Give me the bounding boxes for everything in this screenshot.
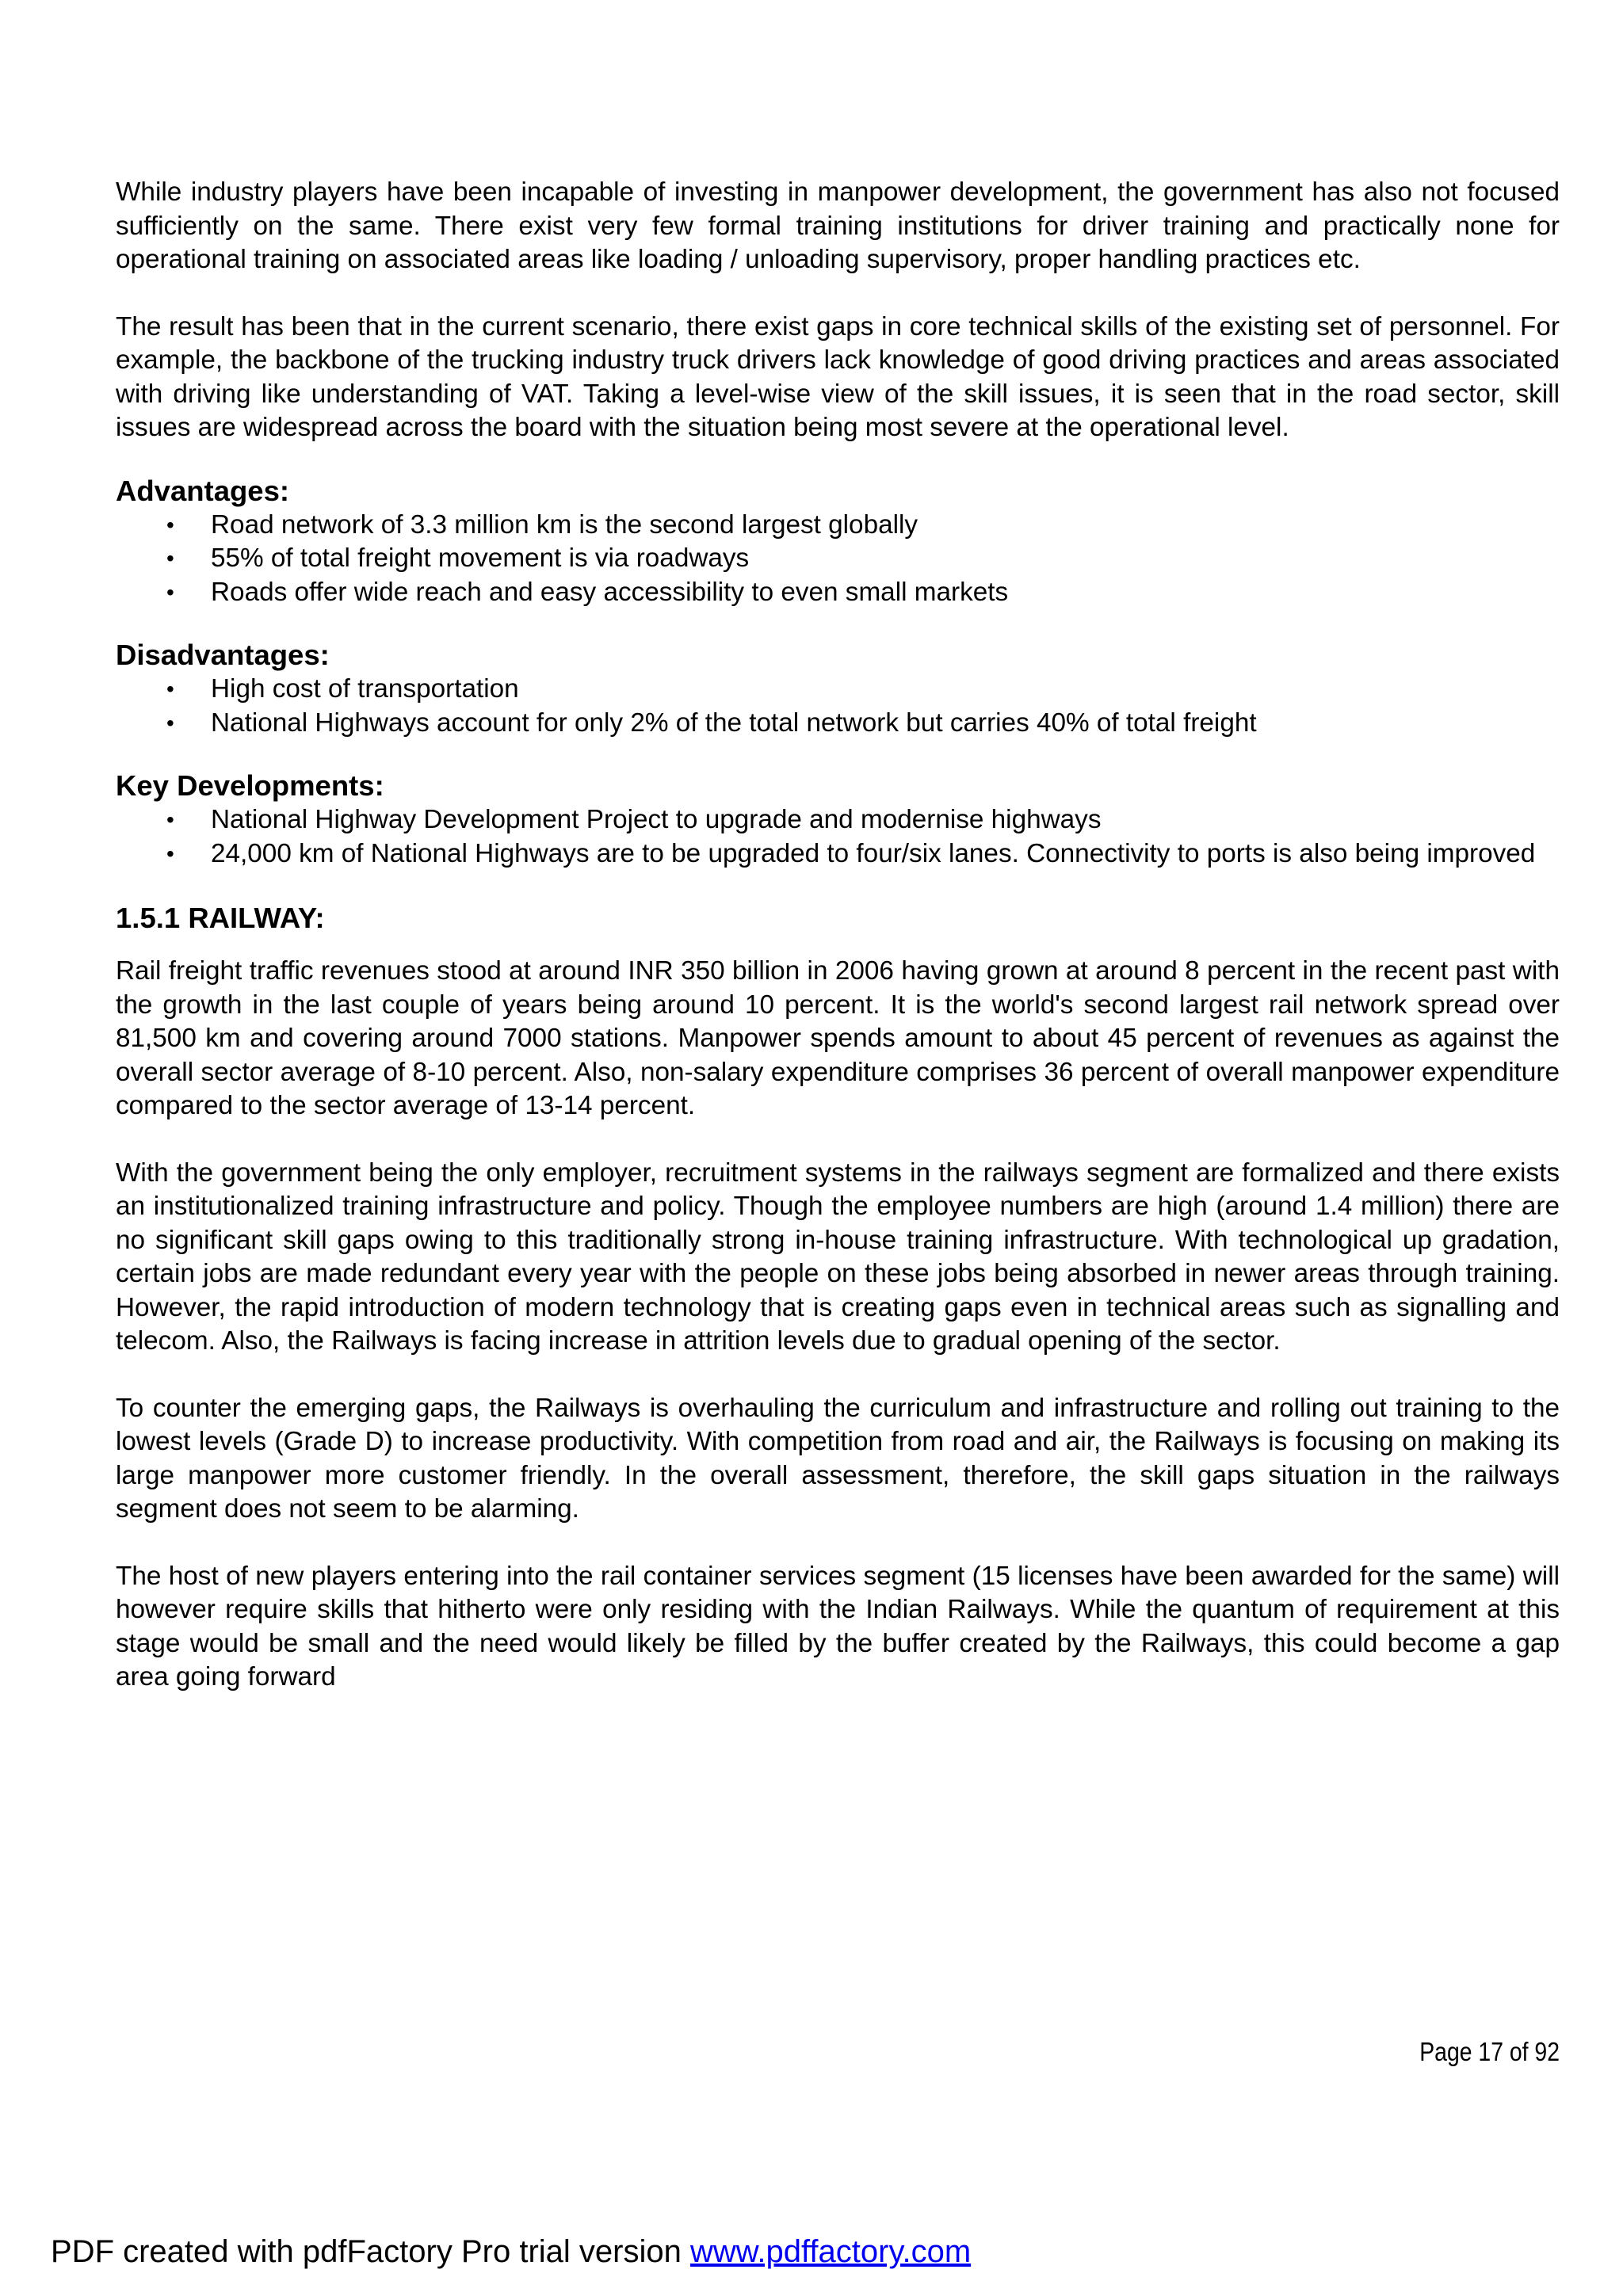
paragraph: To counter the emerging gaps, the Railways is overhauling the curriculum and infrastructure and rolling out training to the lowest levels (Grade D) to increase productivity. With competition from road and air, the Railways is focusing on making its large manpower more customer friendly. In the overall assessment, therefore, the skill gaps situation in the railways segment does not seem to be alarming. [116, 1393, 1560, 1524]
paragraph: The result has been that in the current scenario, there exist gaps in core technical skills of the existing set of personnel. For example, the backbone of the trucking industry truck drivers lack knowledge of good driving practices and areas associated with driving like understanding of VAT. Taking a level-wise view of the skill issues, it is seen that in the road sector, skill issues are widespread across the board with the situation being most severe at the operational level. [116, 311, 1560, 442]
bullet-icon: • [166, 807, 174, 832]
bullet-icon: • [166, 512, 174, 537]
paragraph: Rail freight traffic revenues stood at around INR 350 billion in 2006 having grown at around 8 percent in the recent past with the growth in the last couple of years being around 10 percent. It is the world's second largest rail network spread over 81,500 km and covering around 7000 stations. Manpower spends amount to about 45 percent of revenues as against the overall sector average of 8-10 percent. Also, non-salary expenditure comprises 36 percent of overall manpower expenditure compared to the sector average of 13-14 percent. [116, 956, 1560, 1120]
disadvantages-list [116, 673, 1560, 740]
bullet-icon: • [166, 841, 174, 866]
key-developments-heading: Key Developments: [116, 769, 384, 802]
list-item: • High cost of transportation [116, 673, 1560, 707]
bullet-icon: • [166, 710, 174, 735]
key-developments-list [116, 803, 1560, 871]
advantages-heading: Advantages: [116, 474, 290, 507]
bullet-icon: • [166, 546, 174, 570]
pdf-footer [51, 2233, 971, 2271]
advantages-list [116, 509, 1560, 610]
list-item: • National Highway Development Project to upgrade and modernise highways [116, 803, 1560, 837]
list-item: • 24,000 km of National Highways are to be upgraded to four/six lanes. Connectivity to ports is also being improved [116, 837, 1560, 871]
pdffactory-link[interactable]: www.pdffactory.com [689, 2234, 972, 2269]
page-content [116, 176, 1560, 1695]
footer-text: PDF created with pdfFactory Pro trial version [51, 2234, 690, 2269]
page-number: Page 17 of 92 [1419, 2037, 1560, 2066]
paragraph: While industry players have been incapable of investing in manpower development, the government has also not focused sufficiently on the same. There exist very few formal training institutions for driver training and practically none for operational training on associated areas like loading / unloading supervisory, proper handling practices etc. [116, 177, 1560, 274]
paragraph: The host of new players entering into the rail container services segment (15 licenses have been awarded for the same) will however require skills that hitherto were only residing with the Indian Railways. While the quantum of requirement at this stage would be small and the need would likely be filled by the buffer created by the Railways, this could become a gap area going forward [116, 1561, 1560, 1691]
bullet-icon: • [166, 579, 174, 605]
railway-heading: 1.5.1 RAILWAY: [116, 902, 325, 934]
list-item: • Road network of 3.3 million km is the second largest globally [116, 509, 1560, 543]
list-item: • National Highways account for only 2% of the total network but carries 40% of total freight [116, 707, 1560, 741]
disadvantages-heading: Disadvantages: [116, 639, 330, 671]
list-item: • 55% of total freight movement is via roadways [116, 542, 1560, 576]
paragraph: With the government being the only employer, recruitment systems in the railways segment are formalized and there exists an institutionalized training infrastructure and policy. Though the employee numbers are high (around 1.4 million) there are no significant skill gaps owing to this traditionally strong in-house training infrastructure. With technological up gradation, certain jobs are made redundant every year with the people on these jobs being absorbed in newer areas through training. However, the rapid introduction of modern technology that is creating gaps even in technical areas such as signalling and telecom. Also, the Railways is facing increase in attrition levels due to gradual opening of the sector. [116, 1158, 1560, 1356]
list-item: • Roads offer wide reach and easy accessibility to even small markets [116, 576, 1560, 610]
bullet-icon: • [166, 677, 174, 701]
